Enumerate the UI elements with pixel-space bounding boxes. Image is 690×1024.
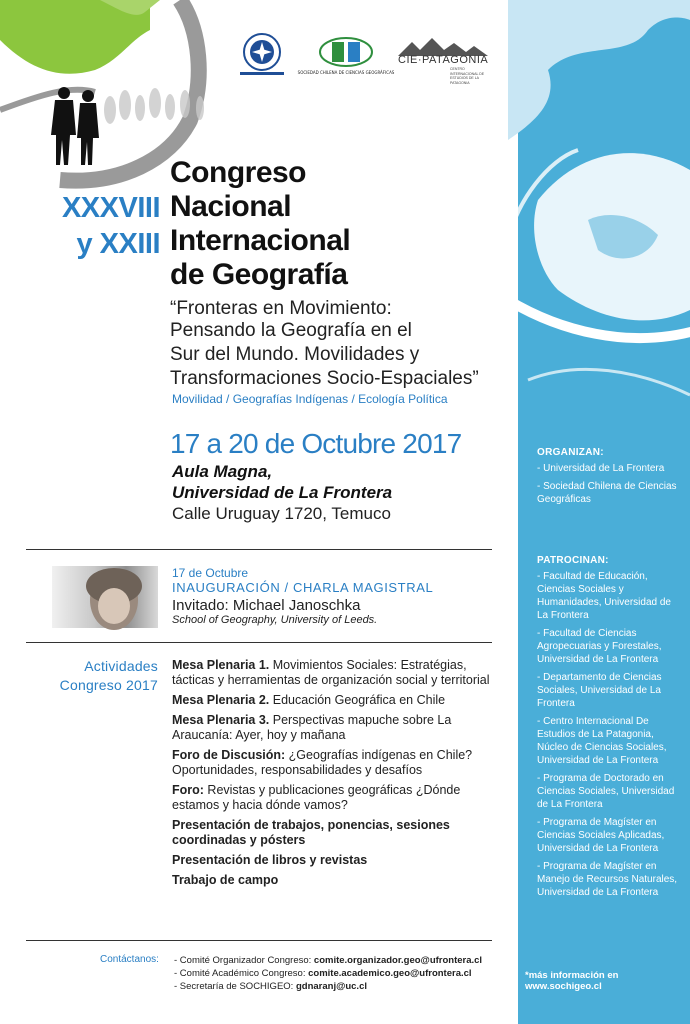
more-info-link[interactable]: *más información en www.sochigeo.cl (525, 970, 619, 992)
organizer-item: - Universidad de La Frontera (537, 463, 665, 474)
contact-item (174, 967, 482, 980)
divider (26, 642, 492, 643)
activity-heading: Foro: (172, 783, 204, 797)
contact-email-link[interactable]: comite.academico.geo@ufrontera.cl (308, 968, 472, 979)
sochigeo-logo-text: SOCIEDAD CHILENA DE CIENCIAS GEOGRÁFICAS (297, 70, 395, 75)
cie-patagonia-logo-text: CIE·PATAGONIA (398, 54, 489, 66)
contact-role: - Comité Organizador Congreso: (174, 955, 314, 966)
subtitle-line-2: Pensando la Geografía en el (170, 320, 412, 341)
activity-item (172, 783, 492, 813)
edition-line-1: XXXVIII (61, 192, 160, 224)
globe-illustration (518, 0, 690, 440)
contact-item (174, 980, 482, 993)
logo-bar (230, 30, 490, 90)
activities-list (172, 658, 492, 893)
page-title-line-3: Internacional (170, 224, 351, 257)
page-title-line-1: Congreso (170, 156, 307, 189)
activities-label-line-2: Congreso 2017 (59, 677, 158, 693)
activity-heading: Foro de Discusión: (172, 748, 286, 762)
activity-heading: Mesa Plenaria 3. (172, 713, 270, 727)
contact-item (174, 954, 482, 967)
organizers-heading: ORGANIZAN: (537, 447, 604, 458)
activities-label (30, 657, 158, 695)
event-dates: 17 a 20 de Octubre 2017 (170, 428, 462, 459)
sidebar-panel (518, 0, 690, 1024)
venue-address: Calle Uruguay 1720, Temuco (172, 504, 391, 523)
edition-line-2: y XXIII (76, 228, 160, 260)
sochigeo-logo (297, 36, 395, 80)
activity-text: ¿Geografías indígenas en Chile? Oportunidades, responsabilidades y desafíos (172, 748, 473, 777)
activity-heading: Mesa Plenaria 2. (172, 693, 270, 707)
contact-role: - Secretaría de SOCHIGEO: (174, 981, 296, 992)
sponsor-item: - Facultad de Educación, Ciencias Sociales y Humanidades, Universidad de La Frontera (537, 571, 671, 621)
page-title-line-4: de Geografía (170, 258, 348, 291)
divider (26, 549, 492, 550)
inauguration-date: 17 de Octubre (172, 566, 249, 580)
activity-item (172, 693, 492, 708)
guest-portrait-image (52, 566, 158, 628)
activity-item (172, 658, 492, 688)
sponsor-item: - Departamento de Ciencias Sociales, Universidad de La Frontera (537, 672, 662, 709)
contact-email-link[interactable]: gdnaranj@uc.cl (295, 981, 367, 992)
activity-item: Presentación de libros y revistas (172, 853, 368, 867)
subtitle-line-4: Transformaciones Socio-Espaciales” (170, 368, 479, 389)
venue-line-1: Aula Magna, (172, 462, 273, 481)
sponsor-item: - Centro Internacional De Estudios de La Patagonia, Núcleo de Ciencias Sociales, Universidad de La Frontera (537, 716, 667, 766)
contacts-list (174, 954, 482, 993)
organizer-item: - Sociedad Chilena de Ciencias Geográficas (537, 481, 677, 505)
organizers-section (537, 447, 683, 511)
contacts-label: Contáctanos: (100, 954, 159, 965)
activity-text: Movimientos Sociales: Estratégias, tácticas y herramientas de organización social y territorial (172, 658, 490, 687)
venue-line-2: Universidad de La Frontera (172, 483, 393, 502)
inauguration-event: INAUGURACIÓN / CHARLA MAGISTRAL (172, 580, 434, 595)
guest-affiliation: School of Geography, University of Leeds. (172, 614, 378, 626)
activity-item: Trabajo de campo (172, 873, 279, 887)
activity-heading: Mesa Plenaria 1. (172, 658, 270, 672)
page-title-line-2: Nacional (170, 190, 292, 223)
activities-label-line-1: Actividades (84, 658, 158, 674)
sponsors-section (537, 555, 683, 904)
activity-item: Presentación de trabajos, ponencias, sesiones coordinadas y pósters (172, 818, 450, 847)
themes-text: Movilidad / Geografías Indígenas / Ecología Política (172, 392, 448, 406)
contact-role: - Comité Académico Congreso: (174, 968, 309, 979)
activity-text: Revistas y publicaciones geográficas ¿Dónde estamos y hacia dónde vamos? (172, 783, 461, 812)
subtitle-line-3: Sur del Mundo. Movilidades y (170, 344, 420, 365)
university-seal-logo (232, 30, 292, 80)
contact-email-link[interactable]: comite.organizador.geo@ufrontera.cl (313, 955, 483, 966)
cie-patagonia-logo-subtext: CENTRO INTERNACIONAL DE ESTUDIOS DE LA PATAGONIA (450, 67, 485, 85)
activity-item (172, 713, 492, 743)
guest-name: Invitado: Michael Janoschka (172, 597, 361, 614)
sponsor-item: - Programa de Magíster en Ciencias Sociales Aplicadas, Universidad de La Frontera (537, 817, 665, 854)
sponsor-item: - Facultad de Ciencias Agropecuarias y Forestales, Universidad de La Frontera (537, 628, 662, 665)
sponsor-item: - Programa de Doctorado en Ciencias Sociales, Universidad de La Frontera (537, 773, 675, 810)
sponsor-item: - Programa de Magíster en Manejo de Recursos Naturales, Universidad de La Frontera (537, 861, 678, 898)
activity-text: Perspectivas mapuche sobre La Araucanía: Ayer, hoy y mañana (172, 713, 452, 742)
divider (26, 940, 492, 941)
activity-item (172, 748, 492, 778)
sponsors-heading: PATROCINAN: (537, 555, 609, 566)
guest-photo (52, 566, 158, 628)
subtitle-line-1: “Fronteras en Movimiento: (170, 298, 392, 319)
activity-text: Educación Geográfica en Chile (269, 693, 446, 707)
